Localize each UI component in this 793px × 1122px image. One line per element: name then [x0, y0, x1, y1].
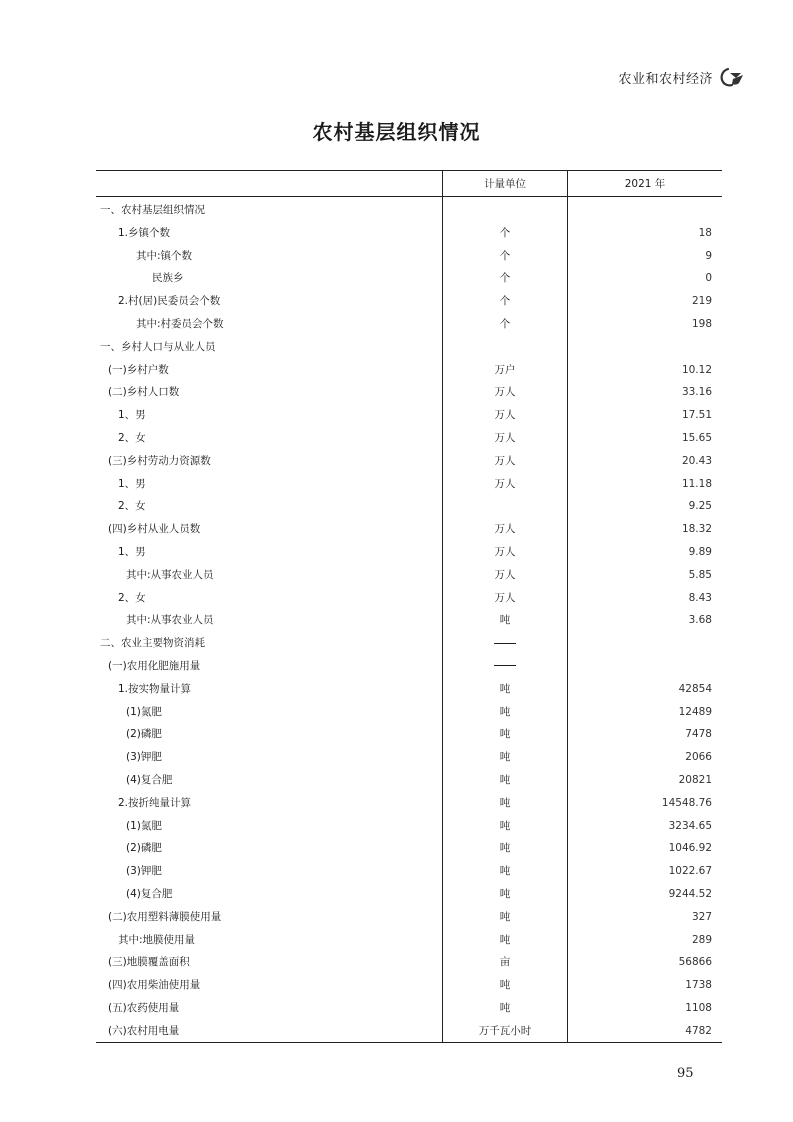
row-value: 8.43	[688, 591, 712, 604]
table-row	[96, 769, 722, 792]
row-unit: 个	[443, 313, 568, 336]
table-row	[96, 427, 722, 450]
row-unit: 吨	[443, 906, 568, 929]
dash-mark	[494, 643, 516, 644]
row-unit: 吨	[443, 815, 568, 838]
row-item-label: (二)乡村人口数	[108, 386, 180, 399]
row-value: 42854	[678, 682, 712, 695]
row-value: 4782	[568, 1020, 723, 1043]
row-unit: 万人	[443, 518, 568, 541]
header-item	[96, 171, 443, 197]
row-item-label: (三)乡村劳动力资源数	[108, 454, 211, 467]
row-item-label: (六)农村用电量	[96, 1020, 443, 1043]
row-unit: 万人	[443, 587, 568, 610]
row-item-label: 2.按折纯量计算	[118, 796, 192, 809]
row-unit: 吨	[443, 883, 568, 906]
row-unit: 亩	[443, 951, 568, 974]
row-value: 1046.92	[668, 842, 712, 855]
row-value: 14548.76	[661, 796, 712, 809]
table-row	[96, 678, 722, 701]
table-row	[96, 359, 722, 382]
row-item-label: (一)农用化肥施用量	[108, 659, 201, 672]
table-row	[96, 245, 722, 268]
row-unit: 吨	[443, 997, 568, 1020]
row-unit: 吨	[443, 792, 568, 815]
table-row	[96, 222, 722, 245]
table-row	[96, 860, 722, 883]
row-item-label: (2)磷肥	[126, 842, 162, 855]
row-value: 2066	[685, 751, 712, 764]
table-row	[96, 197, 722, 222]
row-unit: 万人	[443, 450, 568, 473]
row-item-label: (3)钾肥	[126, 865, 162, 878]
row-unit: 万人	[443, 381, 568, 404]
row-unit: 吨	[443, 860, 568, 883]
table-row	[96, 541, 722, 564]
table-row	[96, 837, 722, 860]
table-row	[96, 997, 722, 1020]
row-value: 327	[691, 910, 712, 923]
row-value: 20821	[678, 773, 712, 786]
row-item-label: 2、女	[118, 431, 146, 444]
row-item-label: 2.村(居)民委员会个数	[118, 295, 221, 308]
row-item-label: (4)复合肥	[126, 887, 173, 900]
row-value	[568, 336, 723, 359]
row-unit	[443, 336, 568, 359]
row-value: 20.43	[681, 454, 712, 467]
row-item-label: 其中:从事农业人员	[126, 568, 214, 581]
dash-mark	[494, 665, 516, 666]
page-number: 95	[677, 1066, 694, 1081]
table-row	[96, 609, 722, 632]
row-item-label: (一)乡村户数	[108, 363, 169, 376]
row-value: 0	[705, 272, 712, 285]
row-unit: 吨	[443, 974, 568, 997]
row-unit	[443, 197, 568, 222]
row-item-label: 1、男	[118, 545, 146, 558]
row-value: 7478	[685, 728, 712, 741]
row-item-label: 1.乡镇个数	[118, 226, 171, 239]
row-unit: 吨	[443, 609, 568, 632]
row-value: 56866	[678, 956, 712, 969]
table-row	[96, 518, 722, 541]
row-value: 1738	[685, 979, 712, 992]
row-unit: 吨	[443, 701, 568, 724]
table-row	[96, 495, 722, 518]
table-row	[96, 951, 722, 974]
table-row	[96, 701, 722, 724]
row-item-label: 其中:从事农业人员	[126, 614, 214, 627]
row-item-label: 民族乡	[152, 272, 184, 285]
row-unit: 万人	[443, 427, 568, 450]
table-row	[96, 1020, 722, 1043]
row-unit: 吨	[443, 929, 568, 952]
row-item-label: 一、农村基层组织情况	[100, 204, 205, 216]
row-value: 3.68	[688, 614, 712, 627]
row-item-label: 二、农业主要物资消耗	[100, 637, 205, 650]
header-unit: 计量单位	[443, 171, 568, 197]
section-label: 农业和农村经济	[618, 71, 713, 87]
table-row	[96, 929, 722, 952]
row-value: 33.16	[681, 386, 712, 399]
row-item-label: 2、女	[118, 591, 146, 604]
row-value: 198	[691, 317, 712, 330]
row-item-label: 1、男	[118, 409, 146, 422]
row-item-label: 其中:村委员会个数	[136, 317, 224, 330]
row-value: 289	[691, 933, 712, 946]
row-item-label: (3)钾肥	[126, 751, 162, 764]
row-item-label: (2)磷肥	[126, 728, 162, 741]
table-row	[96, 906, 722, 929]
table-row	[96, 632, 722, 655]
row-item-label: (二)农用塑料薄膜使用量	[108, 910, 222, 923]
row-unit: 吨	[443, 723, 568, 746]
row-item-label: (四)农用柴油使用量	[108, 979, 201, 992]
row-unit: 个	[443, 290, 568, 313]
row-value: 18	[698, 226, 712, 239]
row-item-label: (四)乡村从业人员数	[108, 523, 201, 536]
row-value: 1108	[685, 1001, 712, 1014]
table-row	[96, 723, 722, 746]
row-unit: 万人	[443, 564, 568, 587]
row-value: 12489	[678, 705, 712, 718]
row-unit: 个	[443, 267, 568, 290]
table-row	[96, 746, 722, 769]
table-row	[96, 587, 722, 610]
row-unit: 万人	[443, 541, 568, 564]
table-row	[96, 883, 722, 906]
table-body	[96, 197, 722, 1043]
row-value: 11.18	[681, 477, 712, 490]
row-unit: 万户	[443, 359, 568, 382]
row-item-label: (三)地膜覆盖面积	[108, 956, 190, 969]
row-item-label: 一、乡村人口与从业人员	[100, 340, 216, 353]
table-row	[96, 404, 722, 427]
row-value: 15.65	[681, 431, 712, 444]
section-header	[618, 66, 745, 88]
row-unit: 个	[443, 245, 568, 268]
row-unit: 吨	[443, 678, 568, 701]
row-value: 9.25	[688, 500, 712, 513]
table-row	[96, 655, 722, 678]
row-unit: 吨	[443, 746, 568, 769]
row-value: 5.85	[688, 568, 712, 581]
row-unit: 万千瓦小时	[443, 1020, 568, 1043]
row-item-label: 2、女	[118, 500, 146, 513]
table-row	[96, 267, 722, 290]
row-value: 10.12	[681, 363, 712, 376]
table-row	[96, 336, 722, 359]
row-unit: 吨	[443, 837, 568, 860]
table-row	[96, 792, 722, 815]
table-row	[96, 815, 722, 838]
row-unit	[443, 495, 568, 518]
row-value	[568, 632, 723, 655]
table-row	[96, 313, 722, 336]
table-row	[96, 473, 722, 496]
table-row	[96, 290, 722, 313]
row-value: 9.89	[688, 545, 712, 558]
table-row	[96, 974, 722, 997]
row-value: 9244.52	[668, 887, 712, 900]
row-unit: 万人	[443, 473, 568, 496]
row-item-label: 1.按实物量计算	[118, 682, 192, 695]
table-row	[96, 450, 722, 473]
row-value: 219	[691, 295, 712, 308]
row-item-label: (1)氮肥	[126, 705, 162, 718]
row-value: 1022.67	[668, 865, 712, 878]
row-item-label: 1、男	[118, 477, 146, 490]
row-value: 3234.65	[668, 819, 712, 832]
row-unit: 万人	[443, 404, 568, 427]
statistics-table	[96, 170, 722, 1043]
row-value: 18.32	[681, 523, 712, 536]
row-item-label: (4)复合肥	[126, 773, 173, 786]
row-unit-dash	[443, 632, 568, 655]
row-item-label: 其中:镇个数	[136, 249, 193, 262]
row-unit: 个	[443, 222, 568, 245]
row-value	[568, 197, 723, 222]
table-row	[96, 381, 722, 404]
row-item-label: 其中:地膜使用量	[118, 933, 196, 946]
table-header-row	[96, 171, 722, 197]
row-value: 17.51	[681, 409, 712, 422]
table-row	[96, 564, 722, 587]
statistics-table-container	[96, 170, 720, 1043]
row-value: 9	[705, 249, 712, 262]
row-unit-dash	[443, 655, 568, 678]
row-item-label: (1)氮肥	[126, 819, 162, 832]
header-year: 2021 年	[568, 171, 723, 197]
row-item-label: (五)农药使用量	[108, 1001, 180, 1014]
row-unit: 吨	[443, 769, 568, 792]
page-title: 农村基层组织情况	[312, 120, 481, 144]
row-value	[568, 655, 723, 678]
chapter-logo-icon	[719, 66, 745, 88]
